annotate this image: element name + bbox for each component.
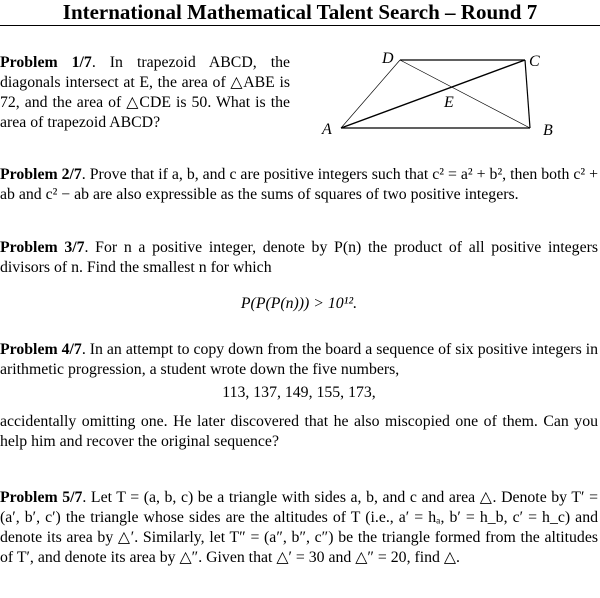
problem-5-text: Let T = (a, b, c) be a triangle with sides a, b, and c and area △. Denote by T′ = (a′, b′, c′) the triangle whose sides are the altitudes of T (i.e., a′ = hₐ, b′ = h_b, c′ = h_c) and denote its area by △′. Similarly, let T″ = (a″, b″, c″) be the triangle formed from the altitudes of T′, and denote its area by △″. Given that △′ = 30 and △″ = 20, find △. <box>0 489 598 566</box>
title-rule <box>0 25 600 26</box>
diagonal-ac <box>341 60 525 128</box>
side-bc <box>525 60 530 128</box>
problem-2: Problem 2/7. Prove that if a, b, and c are positive integers such that c² = a² + b², then both c² + ab and c² − ab are also expressible as the sums of squares of two positive integers. <box>0 166 598 203</box>
vertex-label-e: E <box>444 94 454 111</box>
problem-1-text: In trapezoid ABCD, the diagonals intersect at E, the area of △ABE is 72, and the area of △CDE is 50. What is the area of trapezoid ABCD? <box>0 54 290 131</box>
vertex-label-d: D <box>382 50 394 67</box>
problem-4-label: Problem 4/7 <box>0 341 82 358</box>
problem-4-text: In an attempt to copy down from the board a sequence of six positive integers in arithmetic progression, a student wrote down the five numbers, <box>0 341 599 378</box>
diagonal-bd <box>400 60 530 128</box>
problem-1: Problem 1/7. In trapezoid ABCD, the diagonals intersect at E, the area of △ABE is 72, and the area of △CDE is 50. What is the area of trapezoid ABCD? <box>0 54 290 131</box>
problem-3-label: Problem 3/7 <box>0 239 85 256</box>
problem-1-label: Problem 1/7 <box>0 54 92 71</box>
problem-3-text: For n a positive integer, denote by P(n) the product of all positive integers divisors of n. Find the smallest n for which <box>0 239 598 276</box>
vertex-label-b: B <box>543 122 553 139</box>
problem-4: Problem 4/7. In an attempt to copy down from the board a sequence of six positive integers in arithmetic progression, a student wrote down the five numbers, 113, 137, 149, 155, 173, accidentally omitting one. He later discovered that he also miscopied one of them. Can you help him and recover the original sequence? <box>0 341 599 450</box>
problem-5-label: Problem 5/7 <box>0 489 83 506</box>
problem-5: Problem 5/7. Let T = (a, b, c) be a triangle with sides a, b, and c and area △. Denote by T′ = (a′, b′, c′) the triangle whose sides are the altitudes of T (i.e., a′ = hₐ, b′ = h_b, c′ = h_c) and denote its area by △′. Similarly, let T″ = (a″, b″, c″) be the triangle formed from the altitudes of T′, and denote its area by △″. Given that △′ = 30 and △″ = 20, find △. <box>0 489 598 566</box>
problem-3-formula: P(P(P(n))) > 10¹². <box>240 295 358 312</box>
problem-2-text: Prove that if a, b, and c are positive integers such that c² = a² + b², then both c² + ab and c² − ab are also expressible as the sums of squares of two positive integers. <box>0 166 598 203</box>
page-title: International Mathematical Talent Search – Round 7 <box>62 0 538 24</box>
problem-4-text-continued: accidentally omitting one. He later discovered that he also miscopied one of them. Can you help him and recover the original sequence? <box>0 413 598 450</box>
vertex-label-a: A <box>322 121 332 138</box>
problem-4-sequence: 113, 137, 149, 155, 173, <box>222 384 376 401</box>
vertex-label-c: C <box>529 53 540 70</box>
problem-2-label: Problem 2/7 <box>0 166 82 183</box>
trapezoid-figure <box>318 48 553 140</box>
problem-3: Problem 3/7. For n a positive integer, denote by P(n) the product of all positive integers divisors of n. Find the smallest n for which P(P(P(n))) > 10¹². <box>0 239 598 312</box>
